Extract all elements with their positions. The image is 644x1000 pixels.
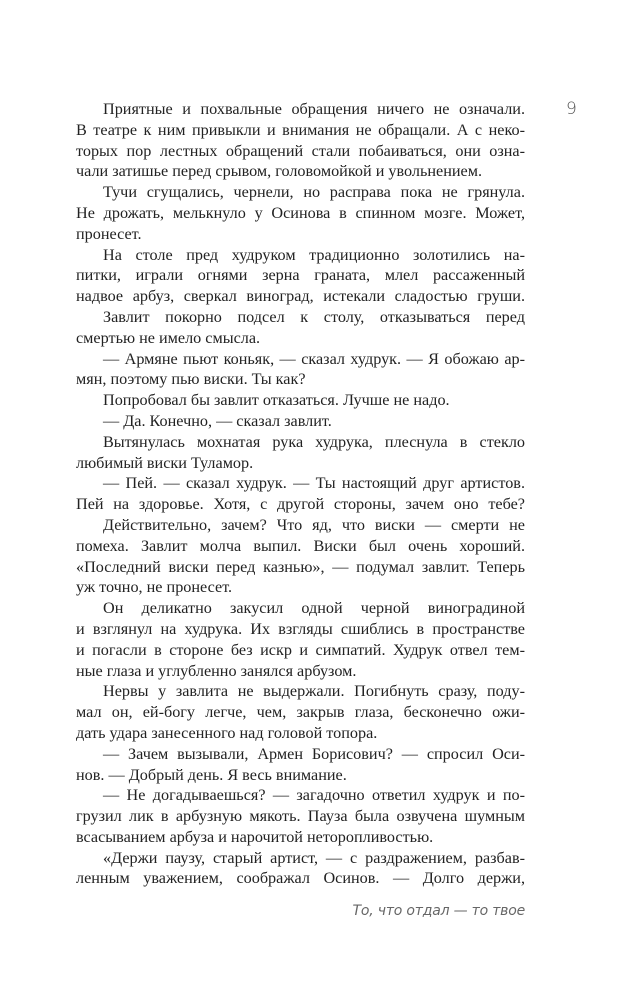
text-line: смертью не имело смысла.	[76, 328, 261, 347]
text-line: ные глаза и углубленно занялся арбузом.	[76, 661, 357, 680]
text-line: и погасли в стороне без искр и симпатий. Худрук отвел тем-	[76, 640, 525, 659]
text-line: Вытянулась мохнатая рука худрука, плеснула в стекло	[103, 432, 525, 451]
text-line: В театре к ним привыкли и внимания не обращали. А с неко-	[76, 120, 525, 139]
text-line: — Да. Конечно, — сказал завлит.	[103, 411, 332, 430]
text-line: «Последний виски перед казнью», — подумал завлит. Теперь	[76, 557, 525, 576]
text-line: Нервы у завлита не выдержали. Погибнуть сразу, поду-	[103, 682, 525, 701]
text-line: чали затишье перед срывом, головомойкой и увольнением.	[76, 162, 483, 181]
text-line: всасыванием арбуза и нарочитой неторопливостью.	[76, 827, 434, 846]
text-line: Действительно, зачем? Что яд, что виски — смерти не	[103, 515, 525, 534]
text-line: надвое арбуз, сверкал виноград, истекали сладостью груши.	[76, 287, 525, 306]
text-line: пронесет.	[76, 224, 142, 243]
text-line: — Зачем вызывали, Армен Борисович? — спросил Оси-	[103, 744, 525, 763]
text-line: любимый виски Туламор.	[76, 453, 254, 472]
text-line: мал он, ей-богу легче, чем, закрыв глаза, бесконечно ожи-	[76, 703, 525, 722]
text-line: уж точно, не пронесет.	[76, 578, 233, 597]
text-line: Не дрожать, мелькнуло у Осинова в спинном мозге. Может,	[76, 203, 525, 222]
text-line: — Пей. — сказал худрук. — Ты настоящий друг артистов.	[103, 474, 525, 493]
text-line: Попробовал бы завлит отказаться. Лучше не надо.	[103, 391, 450, 410]
text-line: ленным уважением, соображал Осинов. — Долго держи,	[76, 869, 525, 888]
text-line: Он деликатно закусил одной черной виноградиной	[103, 599, 525, 618]
text-line: Завлит покорно подсел к столу, отказываться перед	[103, 307, 525, 326]
page-number: 9	[566, 99, 577, 119]
text-line: грузил лик в арбузную мякоть. Пауза была озвучена шумным	[76, 807, 525, 826]
text-line: — Армяне пьют коньяк, — сказал худрук. — Я обожаю ар-	[103, 349, 525, 368]
text-line: нов. — Добрый день. Я весь внимание.	[76, 765, 347, 784]
text-line: мян, поэтому пью виски. Ты как?	[76, 370, 306, 389]
running-footer: То, что отдал — то твое	[352, 903, 525, 919]
text-line: «Держи паузу, старый артист, — с раздражением, разбав-	[103, 848, 525, 867]
text-line: На столе пред худруком традиционно золотились на-	[103, 245, 525, 264]
text-line: дать удара занесенного над головой топора.	[76, 723, 378, 742]
text-line: питки, играли огнями зерна граната, млел рассаженный	[76, 266, 525, 285]
text-line: помеха. Завлит молча выпил. Виски был очень хороший.	[76, 536, 525, 555]
text-line: и взглянул на худрука. Их взгляды сшиблись в пространстве	[76, 619, 525, 638]
text-line: Тучи сгущались, чернели, но расправа пока не грянула.	[103, 183, 525, 202]
text-line: — Не догадываешься? — загадочно ответил худрук и по-	[103, 786, 525, 805]
text-line: Пей на здоровье. Хотя, с другой стороны, зачем оно тебе?	[76, 495, 525, 514]
text-line: Приятные и похвальные обращения ничего не означали.	[103, 100, 525, 118]
text-line: торых пор лестных обращений стали побаиваться, они озна-	[76, 141, 525, 160]
body-text	[76, 99, 525, 889]
